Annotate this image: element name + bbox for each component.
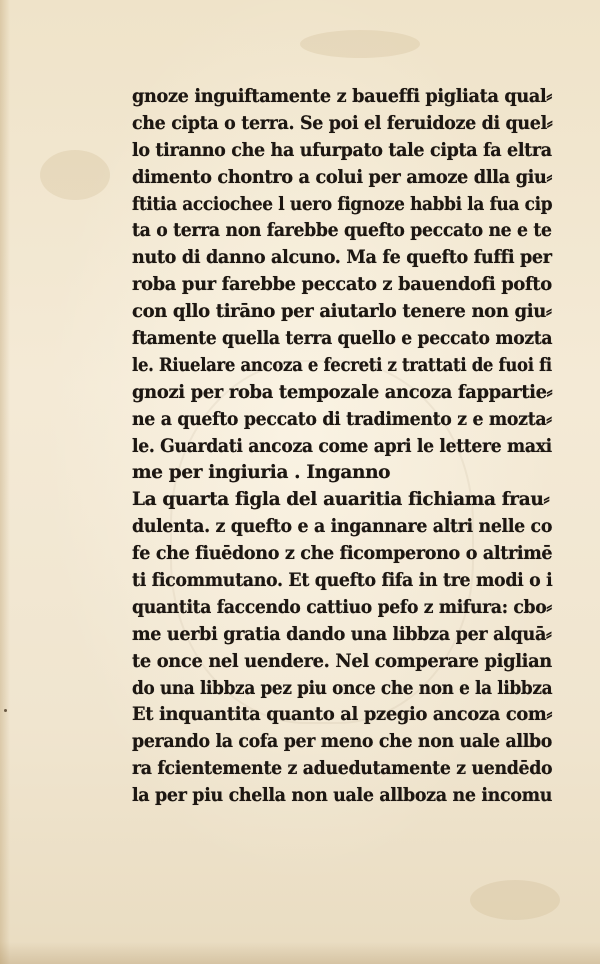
text-line: Et inquantita quanto al pzegio ancoza com⸗ <box>132 704 553 726</box>
section-heading-line: me per ingiuria . Inganno <box>132 462 391 484</box>
page-bottom-shadow <box>0 942 600 964</box>
text-column <box>132 84 552 810</box>
text-line: fe che fiuēdono z che ficomperono o altrimē <box>132 543 553 565</box>
text-line: ta o terra non farebbe quefto peccato ne e te <box>132 220 552 242</box>
text-line: ne a quefto peccato di tradimento z e moztа⸗ <box>132 408 552 430</box>
text-line: te once nel uendere. Nel comperare piglian <box>132 650 552 672</box>
text-line: quantita faccendo cattiuo pefo z mifura: cbo⸗ <box>132 596 552 618</box>
foxing-stain <box>470 880 560 920</box>
text-line: lo tiranno che ha ufurpato tale cipta fa eltra <box>132 139 552 161</box>
text-line: con qllo tirāno per aiutarlo tenere non giu⸗ <box>132 301 552 323</box>
text-line: che cipta o terra. Se poi el feruidoze di quel⸗ <box>132 112 553 134</box>
ink-speck <box>4 709 7 712</box>
text-line: me uerbi gratia dando una libbza per alquā⸗ <box>132 623 552 645</box>
text-line: le. Guardati ancoza come apri le lettere maxi <box>132 435 552 457</box>
text-line: gnoze inguiftamente z baueffi pigliata qual⸗ <box>132 86 552 107</box>
text-line: ra fcientemente z aduedutamente z uendēdo <box>132 758 553 780</box>
text-line: dimento chontro a colui per amoze dlla giu⸗ <box>132 166 553 188</box>
text-line: do una libbza pez piu once che non e la libbza <box>132 677 553 699</box>
text-line: perando la cofa per meno che non uale allbo <box>132 731 553 753</box>
text-line: ftitia acciochee l uero fignoze habbi la fua cip <box>132 193 553 215</box>
text-line: le. Riuelare ancoza e fecreti z trattati de fuoi fi <box>132 354 552 376</box>
text-line: La quarta figla del auaritia fichiama frau⸗ <box>132 489 550 511</box>
text-line: ftamente quella terra quello e peccato moztа <box>132 328 553 350</box>
text-line: gnozi per roba tempozale ancoza fappartie⸗ <box>132 381 553 403</box>
text-line: roba pur farebbe peccato z bauendofi pofto <box>132 274 552 296</box>
text-line: la per piu chella non uale allboza ne incomu <box>132 785 553 807</box>
text-line: dulenta. z quefto e a ingannare altri nelle co <box>132 516 553 538</box>
page-edge-shadow <box>0 0 10 964</box>
foxing-stain <box>300 30 420 58</box>
text-line: ti ficommutano. Et quefto fifa in tre modi o i <box>132 570 553 592</box>
text-line: nuto di danno alcuno. Ma fe quefto fuffi per <box>132 247 552 269</box>
foxing-stain <box>40 150 110 200</box>
